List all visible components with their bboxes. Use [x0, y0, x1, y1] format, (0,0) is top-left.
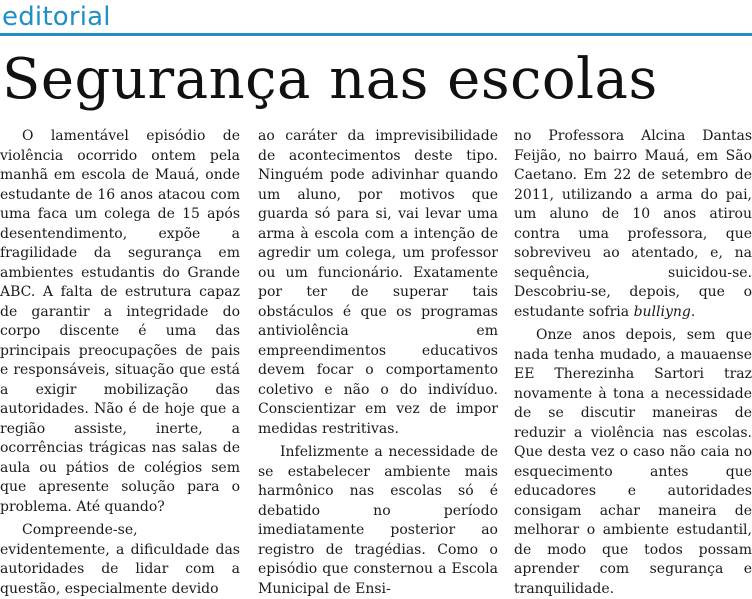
paragraph-3-text: no Professora Alcina Dantas Feijão, no bairro Mauá, em São Caetano. Em 22 de setembro de 2011, utilizando a arma do pai, um aluno de 10 anos atirou contra uma professora, que sobreviveu ao atentado, e, na sequência, suicidou-se. Descobriu-se, depois, que o estudante sofria [514, 128, 752, 320]
paragraph-1: O lamentável episódio de violência ocorrido ontem pela manhã em escola de Mauá, onde estudante de 16 anos atacou com uma faca um colega de 15 após desentendimento, expõe a fragilidade da segurança em ambientes estudantis do Grande ABC. A falta de estrutura capaz de garantir a integridade do corpo discente é uma das principais preocupações de pais e responsáveis, situação que está a exigir mobilização das autoridades. Não é de hoje que a região assiste, inerte, a ocorrências trágicas nas salas de aula ou pátios de colégios sem que apresente solução para o problema. Até quando? [0, 128, 240, 515]
paragraph-4: Onze anos depois, sem que nada tenha mudado, a mauaense EE Therezinha Sartori traz novamente à tona a necessidade de se discutir maneiras de reduzir a violência nas escolas. Que desta vez o caso não caia no esquecimento antes que educadores e autoridades consigam achar maneira de melhorar o ambiente estudantil, de modo que todos possam aprender com segurança e tranquilidade. [514, 327, 752, 597]
article-body [0, 127, 752, 597]
paragraph-2: Compreende-se, evidentemente, a dificuldade das autoridades de lidar com a questão, especialmente devido [0, 522, 240, 597]
emphasized-term: bulliyng [633, 303, 691, 320]
section-header [0, 0, 752, 36]
article-column-1 [0, 127, 240, 597]
paragraph-3: Infelizmente a necessidade de se estabelecer ambiente mais harmônico nas escolas só é debatido no período imediatamente posterior ao registro de tragédias. Como o episódio que consternou a Escola Municipal de Ensi- [258, 444, 498, 597]
section-label: editorial [2, 2, 111, 32]
section-divider [0, 33, 752, 36]
paragraph-2-continued: ao caráter da imprevisibilidade de acontecimentos deste tipo. Ninguém pode adivinhar quando um aluno, por motivos que guarda só para si, vai levar uma arma à escola com a intenção de agredir um colega, um professor ou um funcionário. Exatamente por ter de superar tais obstáculos é que os programas antiviolência em empreendimentos educativos devem focar o comportamento coletivo e não o do indivíduo. Conscientizar em vez de impor medidas restritivas. [258, 128, 498, 437]
paragraph-3-end: . [690, 303, 696, 320]
article-column-2 [258, 127, 498, 597]
paragraph-3-continued [514, 127, 752, 322]
article-column-3 [514, 127, 752, 597]
headline: Segurança nas escolas [2, 47, 658, 112]
